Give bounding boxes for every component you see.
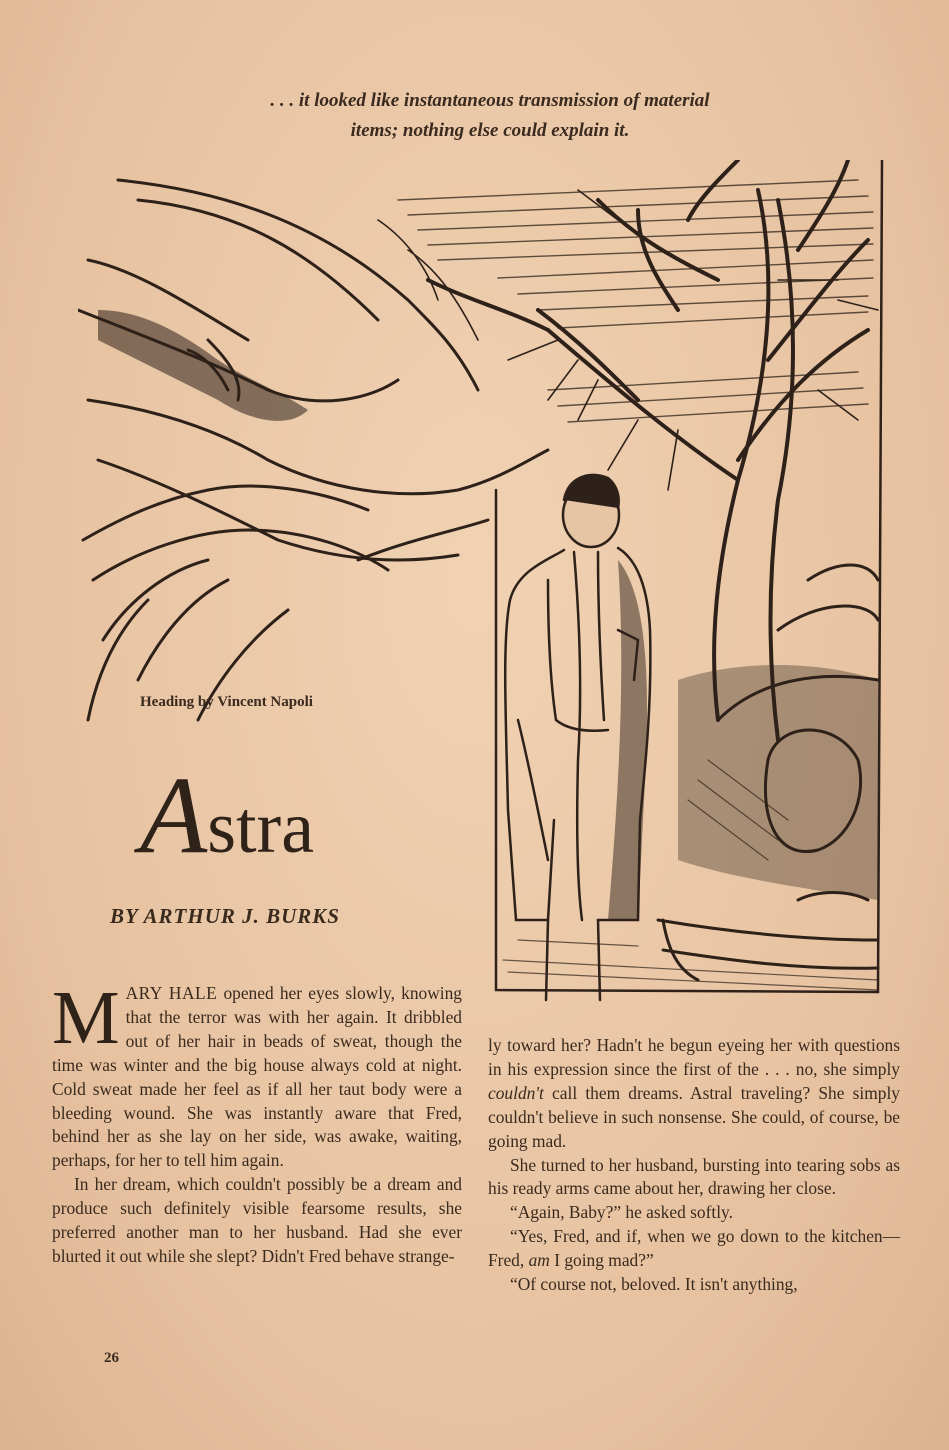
paragraph-text: “Yes, Fred, and if, when we go down to the kitchen—Fred, xyxy=(488,1226,900,1271)
art-tree xyxy=(428,160,868,740)
epigraph-line-1: . . . it looked like instantaneous transmission of material xyxy=(270,90,710,111)
art-ghost-shadow xyxy=(98,310,308,421)
illustration xyxy=(78,160,888,1020)
title-initial: A xyxy=(140,754,208,876)
title-rest: stra xyxy=(207,787,315,869)
text-column-2 xyxy=(488,1034,900,1297)
paragraph xyxy=(52,976,462,1173)
epigraph-line-2: items; nothing else could explain it. xyxy=(350,120,630,141)
text-column-1 xyxy=(52,976,462,1269)
art-ghost-figure xyxy=(78,180,548,720)
art-coat-shadow xyxy=(608,560,647,920)
paragraph: “Again, Baby?” he asked softly. xyxy=(510,1202,733,1223)
art-sky-hatching xyxy=(398,180,873,422)
paragraph-text: call them dreams. Astral traveling? She simply couldn't believe in such nonsense. She could, of course, be going mad. xyxy=(488,1082,900,1151)
paragraph-text: opened her eyes slowly, knowing that the terror was with her again. It dribbled out of her hair in beads of sweat, though the time was winter and the big house always cold at night. Cold sweat made her feel as if all her taut body were a bleeding wound. She was instantly aware that Fred, behind her as she lay on her side, was awake, waiting, perhaps, for her to tell him again. xyxy=(52,983,462,1171)
paragraph xyxy=(488,1034,900,1154)
emphasis: couldn't xyxy=(488,1082,544,1103)
paragraph: She turned to her husband, bursting into tearing sobs as his ready arms came about her, drawing her close. xyxy=(488,1154,900,1199)
page-number: 26 xyxy=(104,1350,119,1366)
paragraph-text: I going mad?” xyxy=(549,1250,654,1271)
byline: BY ARTHUR J. BURKS xyxy=(110,904,340,928)
art-car-shadow xyxy=(678,665,878,900)
paragraph: “Of course not, beloved. It isn't anything, xyxy=(510,1274,798,1295)
paragraph: In her dream, which couldn't possibly be a dream and produce such definitely visible fearsome results, she preferred another man to her husband. Had she ever blurted it out while she slept? Didn't Fred behave strange- xyxy=(52,1174,462,1266)
epigraph xyxy=(150,86,830,146)
illustration-credit: Heading by Vincent Napoli xyxy=(140,694,313,710)
lead-in: ARY HALE xyxy=(125,983,218,1003)
paragraph xyxy=(488,1225,900,1273)
story-title xyxy=(140,754,315,876)
art-tree-twigs xyxy=(378,190,878,490)
paragraph-text: ly toward her? Hadn't he begun eyeing her with questions in his expression since the first of the . . . no, she simply xyxy=(488,1035,900,1079)
emphasis: am xyxy=(528,1250,550,1271)
drop-cap: M xyxy=(52,976,120,1060)
